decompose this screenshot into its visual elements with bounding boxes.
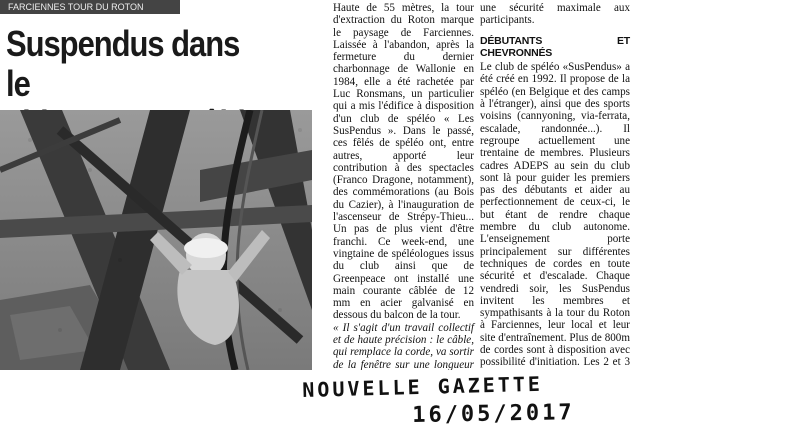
headline-line-1: Suspendus dans le <box>6 23 240 104</box>
column-2-paragraph-2: Le club de spéléo «SusPendus» a été créé en 1992. Il propose de la spéléo (en Belgique et des camps à l'étranger), ainsi que des sports voisins (cannyoning, via-ferrata, escalade, randonnée...). Il regroupe actuellement une trentaine de membres. Plusieurs cadres ADEPS au sein du club sont là pour guider les premiers pas des débutants et aider au perfectionnement de ceux-ci, le but étant de rendre chaque membre du club autonome. L'enseignement porte principalement sur différentes techniques de cordes en toute sécurité et d'escalade. Chaque vendredi soir, les SusPendus invitent les membres et sympathisants à la tour du Roton à Farciennes, leur local et leur site d'entraînement. Plus de 800m de cordes sont à disposition avec possibilité d'initiation. Les 2 et 3 <box>480 61 630 369</box>
article-column-2 <box>480 2 630 370</box>
section-breadcrumb: FARCIENNES TOUR DU ROTON <box>0 0 180 14</box>
quote-text: « Il s'agit d'un travail collectif et de haute précision : le câble, qui remplace la corde, va sortir de la fenêtre sur une longueur <box>333 321 474 370</box>
climber-on-tower-photo <box>0 110 312 370</box>
column-2-paragraph-1: une sécurité maximale aux participants. <box>480 2 630 27</box>
handwritten-date: 16/05/2017 <box>412 400 575 428</box>
handwritten-source: NOUVELLE GAZETTE <box>302 371 544 402</box>
column-1-paragraph-1: Haute de 55 mètres, la tour d'extraction du Roton marque le paysage de Farciennes. Laissée à l'abandon, après la fermeture du dernier charbonnage de Wallonie en 1984, elle a été rachetée par Luc Ronsmans, un particulier qui a mis l'édifice à disposition d'un club de spéléo « Les SusPendus ». Dans le passé, ces fêlés de spéléo ont, entre autres, apporté leur contribution à des spectacles (Franco Dragone, notamment), des commémorations (au Bois du Cazier), à l'inauguration de l'ascenseur de Strépy-Thieu... Un pas de plus vient d'être franchi. Ce week-end, une vingtaine de spéléologues issus du club ainsi que de Greenpeace ont installé une main courante câblée de 12 mm en acier galvanisé en dessous du balcon de la tour. <box>333 2 474 322</box>
article-column-1 <box>333 2 474 370</box>
column-1-paragraph-2 <box>333 322 474 370</box>
article-photo <box>0 110 312 370</box>
section-subheading: DÉBUTANTS ET CHEVRONNÉS <box>480 34 630 59</box>
